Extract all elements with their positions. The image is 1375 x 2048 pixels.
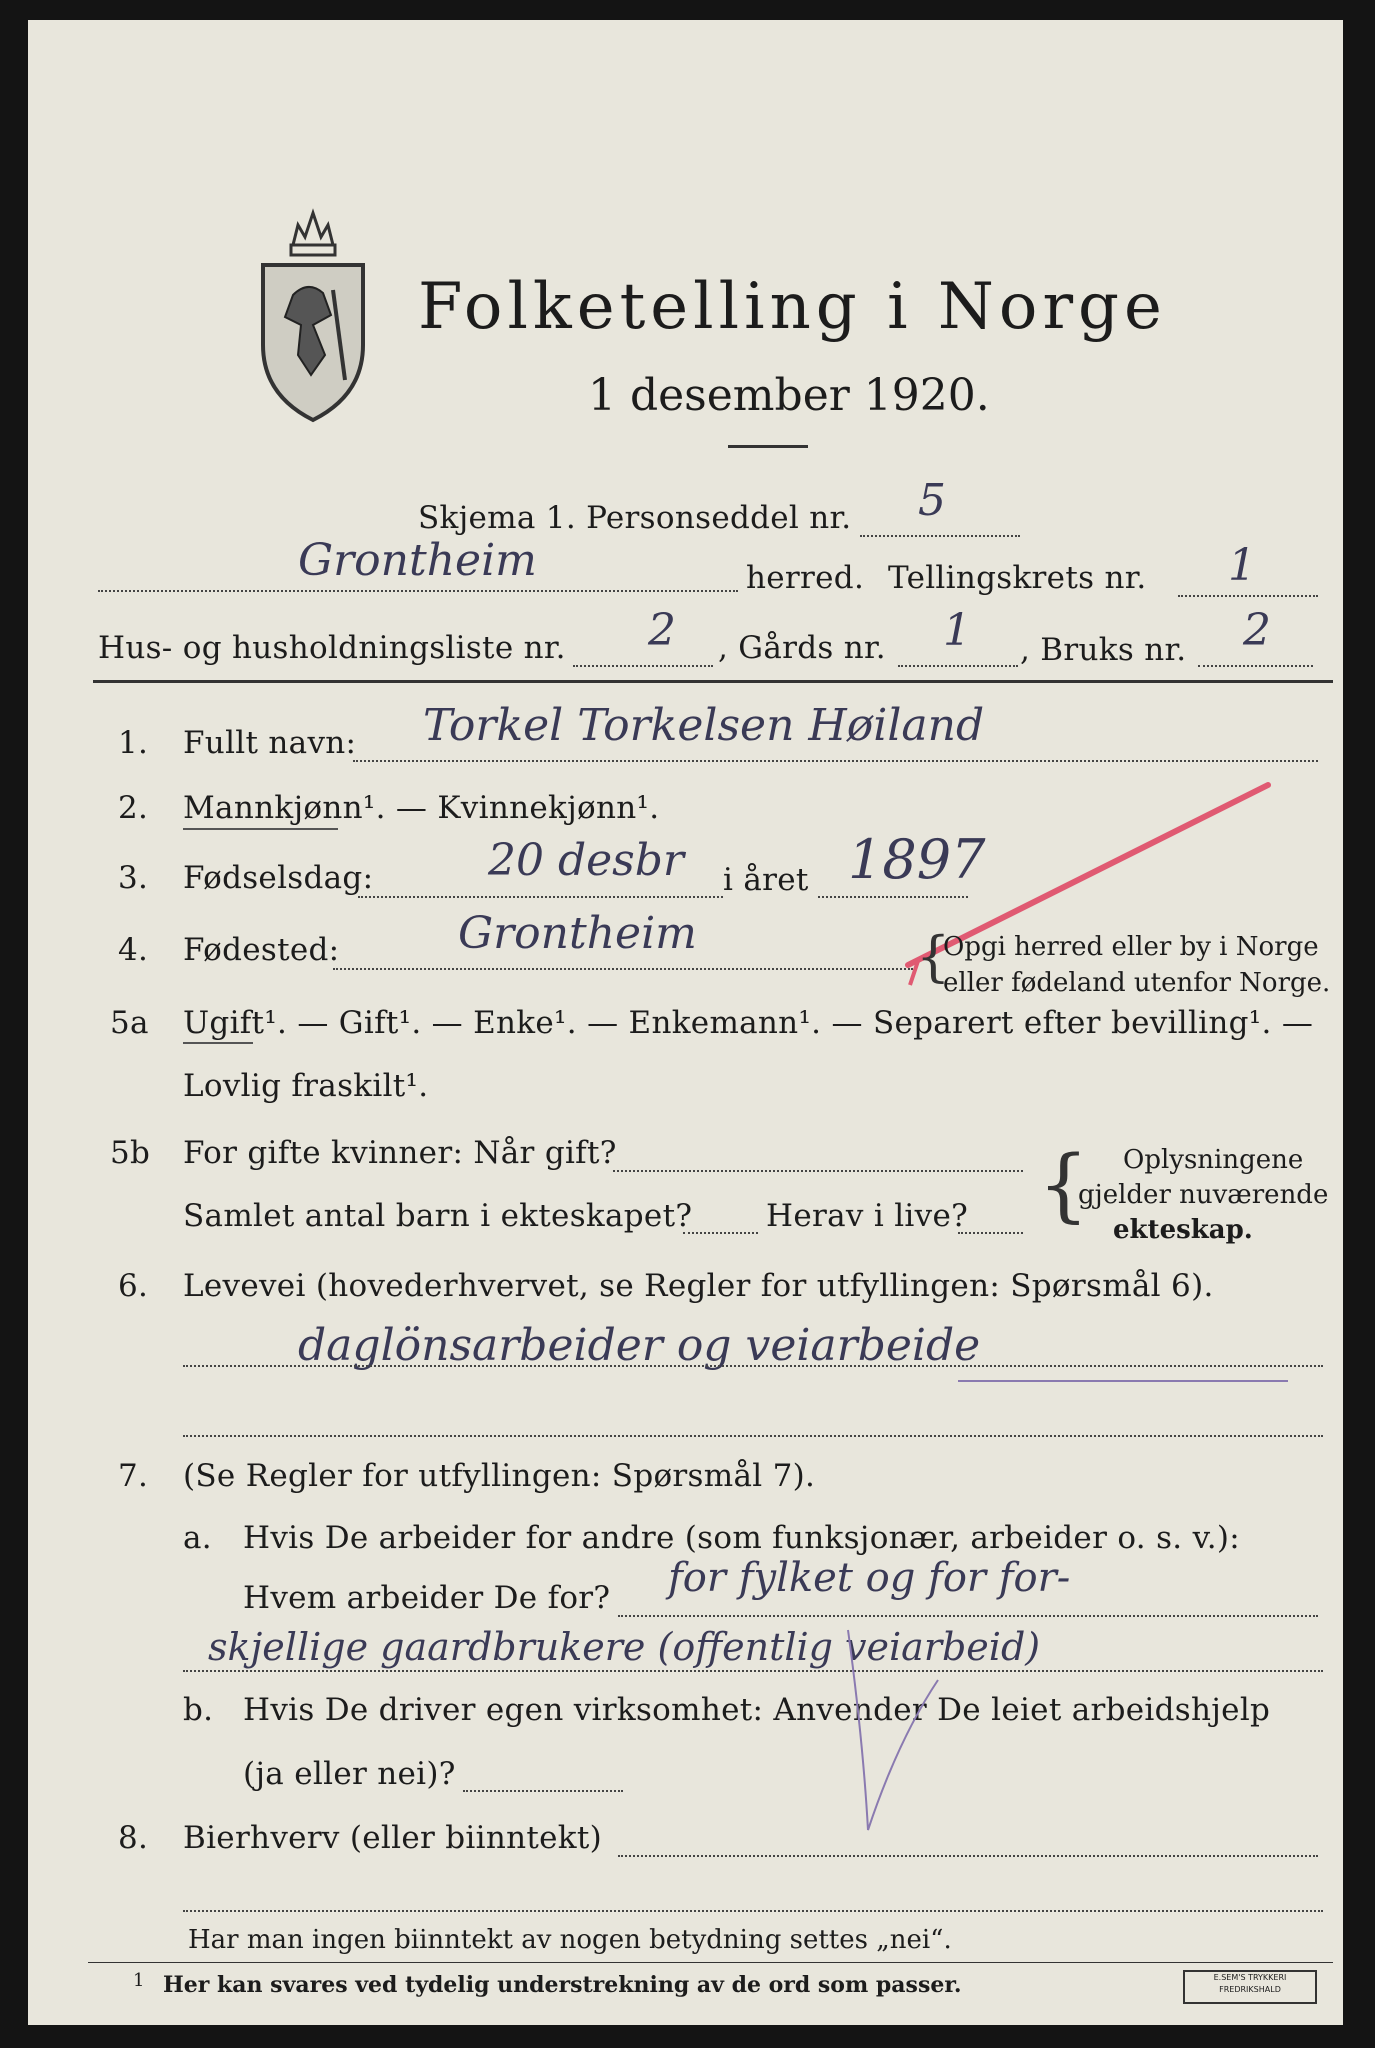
q5b-line-2b: Herav i live? bbox=[766, 1198, 969, 1234]
q5b-line-1: For gifte kvinner: Når gift? bbox=[183, 1135, 617, 1171]
q7a-value-2: skjellige gaardbrukere (offentlig veiarbeid) bbox=[208, 1625, 1041, 1669]
q3-value: 20 desbr bbox=[488, 835, 684, 886]
q7a-field-line-1 bbox=[618, 1615, 1318, 1617]
q5b-note-3: ekteskap. bbox=[1113, 1215, 1253, 1245]
q7a-field-line-2 bbox=[183, 1670, 1323, 1672]
q5a-line-2: Lovlig fraskilt¹. bbox=[183, 1068, 429, 1104]
q6-value: daglönsarbeider og veiarbeide bbox=[298, 1320, 981, 1371]
q4-label: Fødested: bbox=[183, 932, 340, 968]
q7a-letter: a. bbox=[183, 1520, 212, 1556]
q5b-number: 5b bbox=[110, 1135, 151, 1171]
q4-value: Grontheim bbox=[458, 908, 697, 959]
skjema-label: Skjema 1. Personseddel nr. bbox=[418, 500, 852, 536]
herred-field-line bbox=[98, 590, 738, 592]
herred-value: Grontheim bbox=[298, 535, 537, 586]
q4-note-1: Opgi herred eller by i Norge bbox=[943, 932, 1319, 962]
header-divider bbox=[93, 680, 1333, 683]
q5b-note-1: Oplysningene bbox=[1123, 1145, 1304, 1175]
bruks-field-line bbox=[1198, 665, 1313, 667]
q6-field-line-1 bbox=[183, 1365, 1323, 1367]
q4-number: 4. bbox=[118, 932, 149, 968]
q1-value: Torkel Torkelsen Høiland bbox=[423, 700, 985, 751]
husliste-label: Hus- og husholdningsliste nr. bbox=[98, 630, 566, 666]
q3-year-label: i året bbox=[723, 862, 809, 898]
gards-value: 1 bbox=[943, 605, 971, 656]
personseddel-value: 5 bbox=[918, 475, 946, 526]
tellingskrets-value: 1 bbox=[1228, 540, 1256, 591]
q5a-line-1: Ugift¹. — Gift¹. — Enke¹. — Enkemann¹. — Separert efter bevilling¹. — bbox=[183, 1005, 1314, 1041]
q8-field-line-1 bbox=[618, 1855, 1318, 1857]
form-date: 1 desember 1920. bbox=[588, 370, 990, 421]
q1-number: 1. bbox=[118, 725, 149, 761]
q4-note-2: eller fødeland utenfor Norge. bbox=[943, 968, 1331, 998]
q3-field-line bbox=[358, 896, 723, 898]
form-title: Folketelling i Norge bbox=[418, 270, 1167, 344]
q5b-note-2: gjelder nuværende bbox=[1078, 1180, 1329, 1210]
q6-field-line-2 bbox=[183, 1435, 1323, 1437]
footnote-text: Her kan svares ved tydelig understrekning av de ord som passer. bbox=[163, 1972, 962, 1998]
q8-number: 8. bbox=[118, 1820, 149, 1856]
q5a-number: 5a bbox=[110, 1005, 149, 1041]
printer-stamp bbox=[1183, 1970, 1317, 2004]
title-divider bbox=[728, 445, 808, 448]
herred-label: herred. bbox=[746, 560, 865, 596]
q2-underline bbox=[183, 828, 338, 830]
husliste-field-line bbox=[573, 665, 713, 667]
q7a-line-2: Hvem arbeider De for? bbox=[243, 1580, 611, 1616]
q6-purple-mark bbox=[958, 1380, 1288, 1382]
tellingskrets-label: Tellingskrets nr. bbox=[888, 560, 1147, 596]
q4-field-line bbox=[333, 968, 913, 970]
q5b-brace: { bbox=[1038, 1138, 1089, 1231]
q7a-line-1: Hvis De arbeider for andre (som funksjonær, arbeider o. s. v.): bbox=[243, 1520, 1241, 1556]
q8-label: Bierhverv (eller biinntekt) bbox=[183, 1820, 603, 1856]
q3-year-value: 1897 bbox=[848, 828, 986, 891]
q6-number: 6. bbox=[118, 1268, 149, 1304]
pencil-check-mark bbox=[828, 1620, 948, 1850]
footer-note: Har man ingen biinntekt av nogen betydning settes „nei“. bbox=[188, 1925, 952, 1955]
husliste-value: 2 bbox=[648, 605, 676, 656]
q7-label: (Se Regler for utfyllingen: Spørsmål 7). bbox=[183, 1458, 816, 1494]
q7b-letter: b. bbox=[183, 1692, 214, 1728]
footer-divider bbox=[88, 1962, 1333, 1963]
q5b-barn-field-line bbox=[683, 1232, 758, 1234]
q7a-value-1: for fylket og for for- bbox=[668, 1555, 1071, 1601]
bruks-value: 2 bbox=[1243, 605, 1271, 656]
q3-label: Fødselsdag: bbox=[183, 860, 374, 896]
personseddel-field-line bbox=[860, 535, 1020, 537]
q1-field-line bbox=[353, 760, 1318, 762]
q7b-line-2: (ja eller nei)? bbox=[243, 1756, 456, 1792]
q5b-gift-field-line bbox=[613, 1170, 1023, 1172]
q3-number: 3. bbox=[118, 860, 149, 896]
footnote-mark: 1 bbox=[133, 1970, 145, 1991]
q6-label: Levevei (hovederhvervet, se Regler for utfyllingen: Spørsmål 6). bbox=[183, 1268, 1214, 1304]
q5a-underline bbox=[183, 1042, 253, 1044]
gards-label: , Gårds nr. bbox=[718, 630, 886, 666]
coat-of-arms-icon bbox=[253, 205, 373, 425]
q2-label: Mannkjønn¹. — Kvinnekjønn¹. bbox=[183, 790, 660, 826]
q7b-field-line bbox=[463, 1790, 623, 1792]
printer-stamp-line-2: FREDRIKSHALD bbox=[1219, 1985, 1281, 1994]
q5b-live-field-line bbox=[958, 1232, 1023, 1234]
q5b-line-2a: Samlet antal barn i ekteskapet? bbox=[183, 1198, 693, 1234]
q7-number: 7. bbox=[118, 1458, 149, 1494]
q1-label: Fullt navn: bbox=[183, 725, 357, 761]
q4-brace: { bbox=[916, 925, 951, 988]
q7b-line-1: Hvis De driver egen virksomhet: Anvender De leiet arbeidshjelp bbox=[243, 1692, 1271, 1728]
printer-stamp-line-1: E.SEM'S TRYKKERI bbox=[1213, 1973, 1287, 1982]
bruks-label: , Bruks nr. bbox=[1020, 632, 1187, 668]
census-form-sheet bbox=[28, 20, 1343, 2025]
tellingskrets-field-line bbox=[1178, 595, 1318, 597]
q3-year-line bbox=[818, 896, 968, 898]
gards-field-line bbox=[898, 665, 1018, 667]
q2-number: 2. bbox=[118, 790, 149, 826]
q8-field-line-2 bbox=[183, 1910, 1323, 1912]
